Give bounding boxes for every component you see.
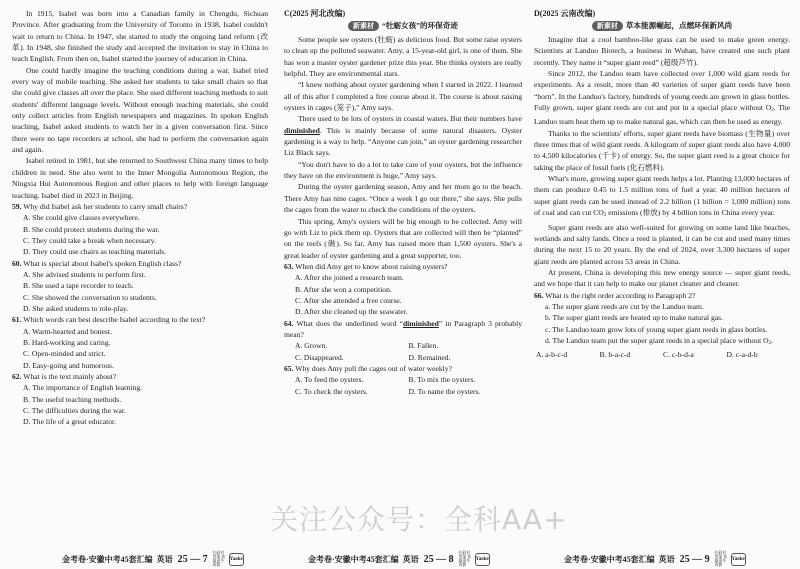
- question-62: [12, 371, 268, 382]
- topic-banner: [284, 20, 522, 33]
- page-footer: [62, 552, 244, 566]
- question-stem: What is the right order according to Paragraph 2?: [545, 290, 696, 300]
- option[interactable]: C. They could take a break when necessary.: [23, 235, 156, 245]
- option-row: [284, 352, 522, 363]
- option[interactable]: A. a-b-c-d: [536, 350, 568, 360]
- passage-paragraph: During the oyster gardening season, Amy and her mom go to the beach. There Amy has nine cages. “Once a week I go out there,” she says. She pulls the cages from the water to check the conditions of the oysters.: [284, 182, 522, 215]
- question-number: 64.: [284, 318, 294, 328]
- question-stem: Why did Isabel ask her students to carry small chairs?: [23, 201, 188, 211]
- passage-b-column: [12, 8, 268, 547]
- text-run: Since 2012, the Landuo team have collected over 1,000 wild giant reeds for experiments. As a result, more than 40 varieties of super giant reeds have been “born”. In the Landuo's factory, hundreds of young reeds are grown in glass bottles. Fully grown, super giant reeds are cut and put in a special place without O: [534, 69, 790, 113]
- option[interactable]: C. Open-minded and strict.: [23, 349, 106, 359]
- option[interactable]: A. Warm-hearted and honest.: [23, 326, 112, 336]
- option[interactable]: B. The useful teaching methods.: [23, 394, 122, 404]
- option[interactable]: B. Hard-working and caring.: [23, 337, 111, 347]
- subject: 英语: [658, 554, 675, 564]
- passage-d-column: [534, 8, 790, 547]
- option[interactable]: B. After she won a competition.: [295, 284, 392, 294]
- subject: 英语: [402, 554, 419, 564]
- page-footer: [308, 552, 490, 566]
- banner-text: “牡蛎女孩”的环保奇迹: [382, 21, 458, 31]
- passage-paragraph: One could hardly imagine the teaching conditions during a war. Isabel tried every way of mobile teaching. She asked her students to take small chairs so that she could give classes all over the place. She used different teaching methods to suit students' different language levels. Without enough teaching materials, she could only collect articles from English newspapers and magazines. In spoken English teaching, Isabel asked students to watch her in a given conversation first. Since there were no tape recorders at school, she had to perform the conversation again and again.: [12, 65, 268, 155]
- question-66: [534, 290, 790, 301]
- question-64: [284, 318, 522, 341]
- order-item: [534, 335, 790, 349]
- passage-paragraph: At present, China is developing this new energy source — super giant reeds, and we hope that it can help to make our planet cleaner and cleaner.: [534, 267, 790, 289]
- option-row: [284, 386, 522, 397]
- question-stem: What is special about Isabel's spoken English class?: [23, 258, 182, 268]
- option[interactable]: B. She could protect students during the war.: [23, 224, 160, 234]
- option-row: [284, 340, 522, 351]
- topic-banner: [534, 20, 790, 33]
- question-number: 63.: [284, 261, 294, 271]
- question-59: [12, 201, 268, 212]
- option[interactable]: B. b-a-c-d: [599, 350, 631, 360]
- question-60: [12, 258, 268, 269]
- option[interactable]: D. They could use chairs as teaching materials.: [23, 247, 167, 257]
- option[interactable]: A. She advised students to perform first.: [23, 269, 146, 279]
- passage-paragraph: Some people see oysters (牡蛎) as delicious food. But some raise oysters to clean up the polluted seawater. Amy, a 15-year-old girl, is one of them. She has won a master oyster gardener prize this year. She thinks oysters are really helpful. They are environmental stars.: [284, 35, 522, 79]
- text-run: emissions (排放) by 4 billion tons in China every year.: [606, 208, 775, 218]
- subscript: 2: [771, 108, 774, 114]
- footer-note: 扫码对答案 获取更多资源: [714, 550, 728, 568]
- option[interactable]: C. The difficulties during the war.: [23, 406, 126, 416]
- watermark: 关注公众号：全科AA+: [270, 503, 568, 536]
- new-material-tag: 新素材: [592, 21, 623, 31]
- underlined-word: diminished: [402, 318, 439, 328]
- option[interactable]: D. She asked students to role-play.: [23, 303, 129, 313]
- text-run: . The Landuo team heat them up to make natural gas, which can then be used as energy.: [534, 103, 790, 127]
- page-number: 25 — 7: [177, 553, 208, 565]
- text-run: What's more, growing super giant reeds helps a lot. Planting 13,000 hectares of them can produce 0.45 to 1.5 million tons of fuel a year. 40 million hectares of super giant reeds can be used instead of 2.2 billion (1 billion = 1,000 million) tons of coal and can cut CO: [534, 174, 790, 218]
- option[interactable]: D. After she cleaned up the seawater.: [295, 307, 408, 317]
- question-stem: When did Amy get to know about raising oysters?: [295, 261, 448, 271]
- option[interactable]: C. After she attended a free course.: [295, 295, 402, 305]
- brand-logo-icon: Yaoke: [475, 553, 490, 566]
- subject: 英语: [156, 554, 173, 564]
- question-stem: ” in Paragraph 3 probably mean?: [284, 318, 522, 339]
- passage-paragraph: [534, 173, 790, 221]
- series-name: 金考卷·安徽中考45套汇编: [308, 554, 399, 564]
- subscript: 2: [603, 213, 607, 219]
- option[interactable]: A. To feed the oysters.: [295, 375, 364, 385]
- option[interactable]: D. To name the oysters.: [408, 386, 481, 396]
- option[interactable]: C. c-b-d-a: [663, 350, 694, 360]
- question-63: [284, 261, 522, 272]
- passage-paragraph: In 1915, Isabel was born into a Canadian family in Chengdu, Sichuan Province. After graduating from the University of Toronto in 1938, Isabel couldn't wait to return to China. In 1947, she started to study the ongoing land reform (改革). In 1948, she finished the study and accepted the invitation to stay in China to teach English. From then on, Isabel started the journey of education in China.: [12, 9, 268, 64]
- text-run: . This is mainly because of some natural disasters. Oyster gardening is a way to help. “Anyone can join,” an oyster gardening researcher Liz Black says.: [284, 125, 522, 158]
- option[interactable]: D. c-a-d-b: [726, 350, 758, 360]
- passage-paragraph: [284, 113, 522, 158]
- option-row: [534, 349, 790, 360]
- passage-title: D(2025 云南改编): [534, 9, 596, 18]
- passage-paragraph: This spring, Amy's oysters will be big enough to be collected. Amy will go with Liz to pick them up. Oysters that are collected will then be “planted” on the reefs (礁). So far, Amy has raised more than 1,500 oysters. She's a great leader of oyster gardening and a great supporter, too.: [284, 216, 522, 260]
- page-number: 25 — 8: [423, 553, 454, 565]
- brand-logo-icon: Yaoke: [731, 553, 746, 566]
- question-number: 66.: [534, 290, 544, 300]
- option[interactable]: B. She used a tape recorder to teach.: [23, 281, 134, 291]
- passage-title: C(2025 河北改编): [284, 9, 346, 18]
- order-item: c. The Landuo team grow lots of young super giant reeds in glass bottles.: [545, 324, 768, 334]
- banner-text: 草本能源崛起，点燃环保新风尚: [625, 21, 733, 31]
- series-name: 金考卷·安徽中考45套汇编: [62, 554, 153, 564]
- passage-paragraph: [534, 68, 790, 128]
- footer-note: 扫码对答案 获取更多资源: [212, 550, 226, 568]
- footer-note: 扫码对答案 获取更多资源: [458, 550, 472, 568]
- order-item: b. The super giant reeds are heated up to make natural gas.: [545, 313, 724, 323]
- page-footer: [564, 552, 746, 566]
- option[interactable]: B. Fallen.: [408, 341, 439, 351]
- question-stem: What does the underlined word “: [296, 318, 403, 328]
- passage-paragraph: Thanks to the scientists' efforts, super giant reeds have biomass (生物量) over three times that of wild giant reeds. A kilogram of super giant reeds also have 4,000 to 4,500 kilocalories (千卡) of energy. So, the super giant reed is a great choice for taking the place of fossil fuels (化石燃料).: [534, 128, 790, 172]
- underlined-word: diminished: [284, 125, 320, 135]
- passage-paragraph: “I knew nothing about oyster gardening when I started in 2022. I learned all of this after I completed a free course about it. The course is about raising oysters in cages (笼子),” Amy says.: [284, 80, 522, 113]
- option[interactable]: C. Disappeared.: [295, 352, 344, 362]
- order-item: a. The super giant reeds are cut by the Landuo team.: [545, 301, 704, 311]
- subscript: 2: [768, 340, 772, 346]
- option[interactable]: C. To check the oysters.: [295, 386, 368, 396]
- question-number: 61.: [12, 315, 22, 325]
- question-stem: Which words can best describe Isabel according to the text?: [23, 315, 206, 325]
- option[interactable]: A. She could give classes everywhere.: [23, 213, 140, 223]
- passage-c-column: [284, 8, 522, 547]
- option[interactable]: D. Remained.: [408, 352, 451, 362]
- question-number: 65.: [284, 363, 294, 373]
- option[interactable]: A. After she joined a research team.: [295, 273, 404, 283]
- text-run: .: [771, 335, 774, 345]
- option[interactable]: D. The life of a great educator.: [23, 417, 117, 427]
- brand-logo-icon: Yaoke: [229, 553, 244, 566]
- question-number: 60.: [12, 258, 22, 268]
- series-name: 金考卷·安徽中考45套汇编: [564, 554, 655, 564]
- question-stem: What is the text mainly about?: [23, 372, 117, 381]
- question-number: 59.: [12, 201, 22, 211]
- option[interactable]: A. Grown.: [295, 341, 328, 351]
- passage-paragraph: Imagine that a cool bamboo-like grass can be used to make green energy. Scientists at Landuo Biotech, a business in Wuhan, have created one such plant recently. They name it “super giant reed” (超级芦竹).: [534, 35, 790, 67]
- question-number: 62.: [12, 372, 22, 381]
- option[interactable]: B. To mix the oysters.: [408, 375, 476, 385]
- passage-paragraph: Isabel retired in 1981, but she returned to Southwest China many times to help children in need. She also went to the Inner Mongolia Autonomous Region, the Ningxia Hui Autonomous Region and other places to help with foreign language teaching. Isabel died in 2023 in Beijing.: [12, 156, 268, 200]
- option[interactable]: D. Easy-going and humorous.: [23, 360, 114, 370]
- option-row: [284, 374, 522, 385]
- passage-paragraph: Super giant reeds are also well-suited for growing on some land like beaches, wetlands and salty lands. Once a reed is planted, it can be cut and used many times during the next 15 to 20 years. By the end of 2024, over 3,300 hectares of super giant reeds are planted across 53 areas in China.: [534, 222, 790, 266]
- question-65: [284, 363, 522, 374]
- question-61: [12, 314, 268, 325]
- new-material-tag: 新素材: [348, 21, 379, 31]
- option[interactable]: A. The importance of English learning.: [23, 383, 143, 393]
- passage-paragraph: “You don't have to do a lot to take care of your oysters, but the influence they have on the environment is huge,” Amy says.: [284, 159, 522, 181]
- question-stem: Why does Amy pull the cages out of water weekly?: [295, 363, 452, 373]
- option[interactable]: C. She showed the conversation to students.: [23, 292, 157, 302]
- text-run: d. The Landuo team put the super giant reeds in a special place without O: [545, 335, 769, 345]
- text-run: There used to be lots of oysters in coastal waters. But their numbers have: [298, 114, 522, 124]
- page-number: 25 — 9: [679, 553, 710, 565]
